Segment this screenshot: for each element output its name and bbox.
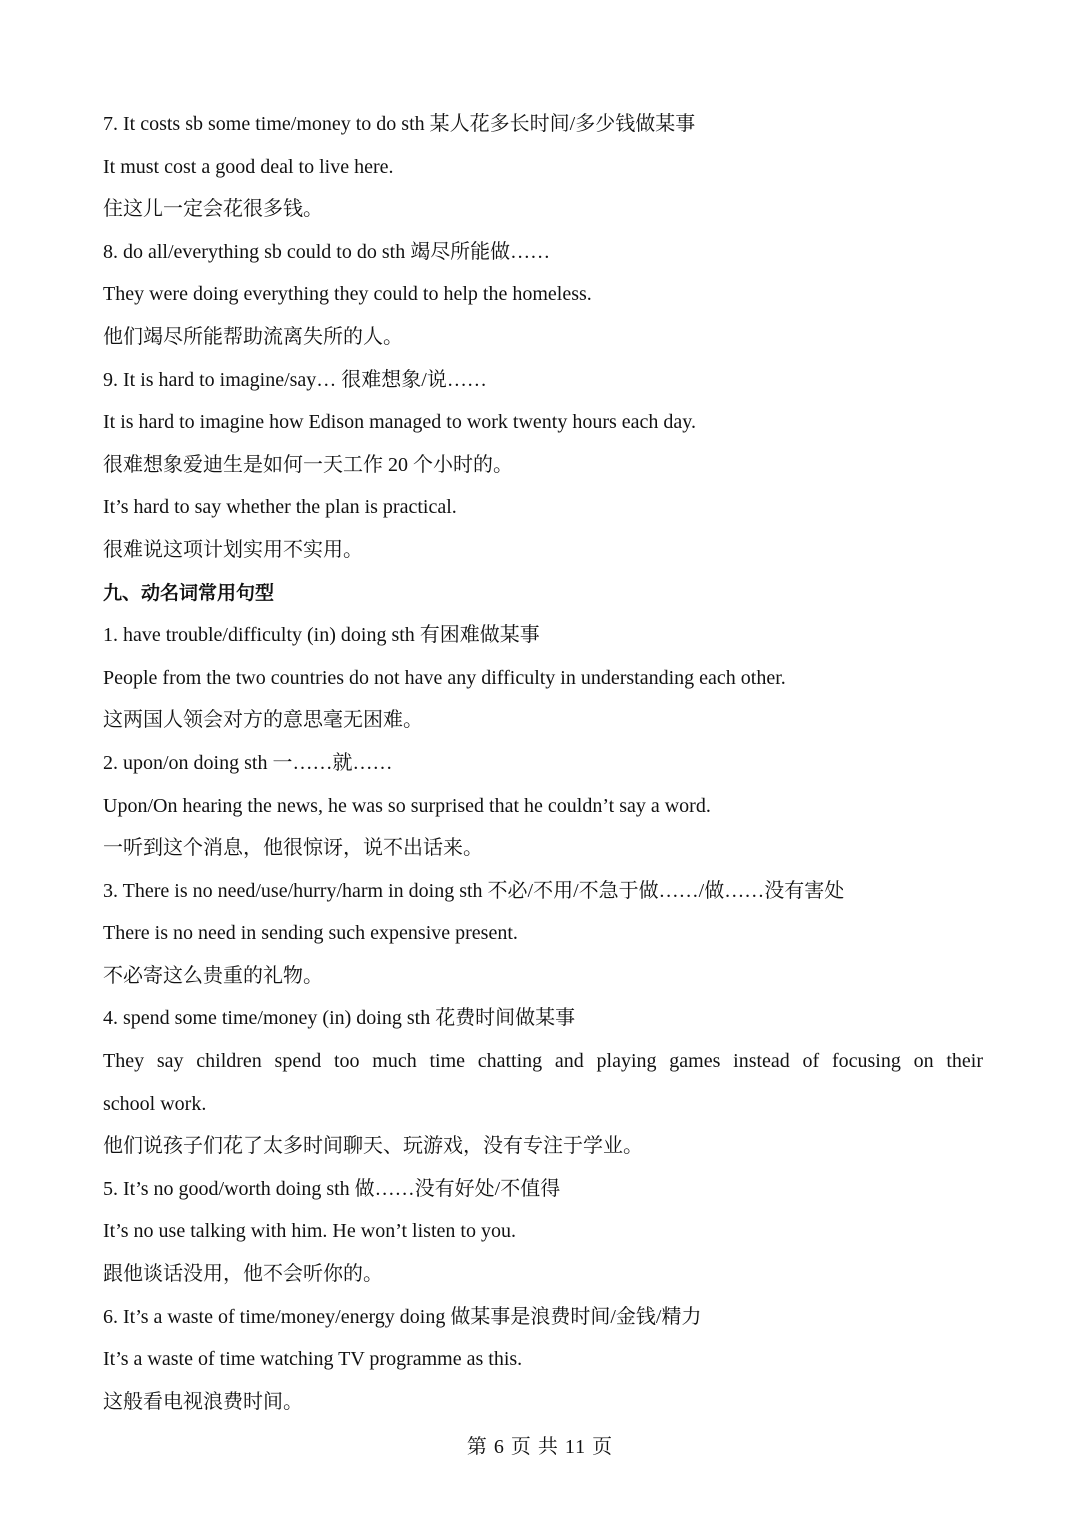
pattern-line: 7. It costs sb some time/money to do sth 某人花多长时间/多少钱做某事 — [103, 113, 696, 135]
translation-line: 住这儿一定会花很多钱。 — [103, 198, 323, 221]
example-sentence: It’s a waste of time watching TV programme as this. — [103, 1348, 523, 1371]
translation-line: 很难想象爱迪生是如何一天工作 20 个小时的。 — [103, 453, 513, 476]
translation-line: 他们竭尽所能帮助流离失所的人。 — [103, 325, 403, 348]
example-sentence: school work. — [103, 1092, 207, 1115]
example-sentence: There is no need in sending such expensive present. — [103, 922, 518, 945]
pattern-line: 6. It’s a waste of time/money/energy doing 做某事是浪费时间/金钱/精力 — [103, 1305, 702, 1328]
translation-line: 很难说这项计划实用不实用。 — [103, 538, 363, 561]
translation-line: 一听到这个消息，他很惊讶，说不出话来。 — [103, 837, 483, 860]
example-sentence: It’s hard to say whether the plan is practical. — [103, 496, 457, 519]
translation-line: 他们说孩子们花了太多时间聊天、玩游戏，没有专注于学业。 — [103, 1135, 643, 1158]
example-sentence: It’s no use talking with him. He won’t listen to you. — [103, 1220, 516, 1243]
pattern-line: 2. upon/on doing sth 一……就…… — [103, 751, 393, 774]
example-sentence: They say children spend too much time chatting and playing games instead of focusing on their — [103, 1050, 983, 1073]
example-sentence: It is hard to imagine how Edison managed to work twenty hours each day. — [103, 411, 697, 434]
translation-line: 这两国人领会对方的意思毫无困难。 — [103, 709, 423, 732]
translation-line: 这般看电视浪费时间。 — [103, 1390, 303, 1413]
translation-line: 跟他谈话没用，他不会听你的。 — [103, 1263, 383, 1286]
example-sentence: They were doing everything they could to help the homeless. — [103, 283, 592, 306]
pattern-line: 1. have trouble/difficulty (in) doing sth 有困难做某事 — [103, 624, 540, 647]
example-sentence: People from the two countries do not have any difficulty in understanding each other. — [103, 666, 786, 689]
pattern-line: 8. do all/everything sb could to do sth 竭尽所能做…… — [103, 240, 551, 263]
pattern-line: 4. spend some time/money (in) doing sth 花费时间做某事 — [103, 1007, 576, 1030]
pattern-line: 9. It is hard to imagine/say… 很难想象/说…… — [103, 368, 487, 391]
example-sentence: Upon/On hearing the news, he was so surprised that he couldn’t say a word. — [103, 794, 711, 817]
page-number-footer: 第 6 页 共 11 页 — [466, 1436, 614, 1458]
example-sentence: It must cost a good deal to live here. — [103, 155, 394, 178]
translation-line: 不必寄这么贵重的礼物。 — [103, 964, 323, 987]
section-heading: 九、动名词常用句型 — [103, 581, 275, 604]
document-body — [103, 103, 983, 1423]
pattern-line: 5. It’s no good/worth doing sth 做……没有好处/不值得 — [103, 1177, 561, 1200]
pattern-line: 3. There is no need/use/hurry/harm in doing sth 不必/不用/不急于做……/做……没有害处 — [103, 879, 845, 902]
